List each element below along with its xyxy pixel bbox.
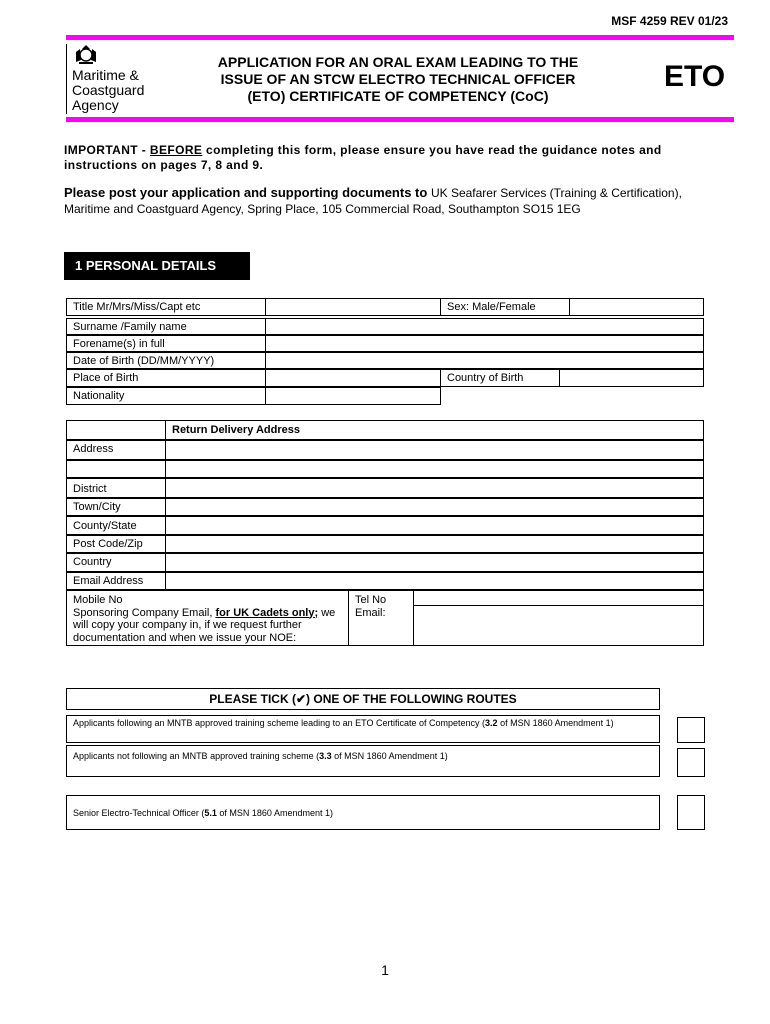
surname-label xyxy=(66,318,266,335)
postcode-label xyxy=(66,535,166,553)
routes-heading: PLEASE TICK (✔) ONE OF THE FOLLOWING ROUTES xyxy=(66,688,660,710)
district-label-text: District xyxy=(73,483,107,495)
route2-ref: 3.3 xyxy=(319,751,332,761)
route-option-mntb xyxy=(66,715,660,743)
address-label-text: Address xyxy=(73,443,114,455)
route2-suffix: of MSN 1860 Amendment 1) xyxy=(331,751,448,761)
dob-label-text: Date of Birth (DD/MM/YYYY) xyxy=(73,355,215,367)
sex-field[interactable] xyxy=(569,298,704,316)
top-divider xyxy=(66,35,734,40)
postal-heading: Please post your application and supporting documents to xyxy=(64,185,431,200)
forenames-label xyxy=(66,335,266,352)
route2-tick-box[interactable] xyxy=(677,748,705,777)
section-heading-personal-details: 1 PERSONAL DETAILS xyxy=(64,252,250,280)
title-line-1: APPLICATION FOR AN ORAL EXAM LEADING TO THE xyxy=(217,54,579,70)
form-reference: MSF 4259 REV 01/23 xyxy=(611,14,728,28)
pob-label-text: Place of Birth xyxy=(73,372,139,384)
country-field[interactable] xyxy=(165,553,704,572)
important-emphasis: BEFORE xyxy=(149,143,203,157)
sponsor-emphasis: for UK Cadets only; xyxy=(215,606,319,619)
route1-suffix: of MSN 1860 Amendment 1) xyxy=(497,718,614,728)
sponsor-text: we will copy your company in, if we request further documentation and when we issue your NOE: xyxy=(73,606,336,644)
tel-email-label xyxy=(348,590,414,646)
address-label-spacer xyxy=(66,460,166,478)
logo-line-2: Coastguard xyxy=(72,82,145,98)
surname-field[interactable] xyxy=(265,318,704,335)
route1-tick-box[interactable] xyxy=(677,717,705,743)
important-text: completing this form, please ensure you have read the guidance notes and instructions on pages 7, 8 and 9. xyxy=(64,143,662,172)
address-line-1-field[interactable] xyxy=(165,440,704,460)
email2-label: Email: xyxy=(355,606,386,619)
nationality-field[interactable] xyxy=(265,387,441,405)
forenames-label-text: Forename(s) in full xyxy=(73,338,165,350)
header-divider xyxy=(66,117,734,122)
cob-field[interactable] xyxy=(559,369,704,387)
important-notice xyxy=(64,143,712,173)
address-corner xyxy=(66,420,166,440)
surname-label-text: Surname /Family name xyxy=(73,321,187,333)
cob-label xyxy=(440,369,560,387)
postal-instructions xyxy=(64,185,724,217)
pob-label xyxy=(66,369,266,387)
route1-text: Applicants following an MNTB approved training scheme leading to an ETO Certificate of Competency ( xyxy=(73,718,486,728)
postal-address: UK Seafarer Services (Training & Certification), Maritime and Coastguard Agency, Spring Place, 105 Commercial Road, Southampton SO15 1EG xyxy=(64,186,682,216)
dob-label xyxy=(66,352,266,369)
important-prefix: IMPORTANT - xyxy=(64,143,150,157)
title-label-text: Title Mr/Mrs/Miss/Capt etc xyxy=(73,301,201,313)
sponsor-prefix: Sponsoring Company Email, xyxy=(73,606,216,619)
logo-line-3: Agency xyxy=(72,97,119,113)
email-label xyxy=(66,572,166,590)
nationality-label xyxy=(66,387,266,405)
town-field[interactable] xyxy=(165,498,704,516)
postcode-field[interactable] xyxy=(165,535,704,553)
sex-label-text: Sex: Male/Female xyxy=(447,301,536,313)
country-label xyxy=(66,553,166,572)
certificate-badge: ETO xyxy=(664,60,726,93)
route1-ref: 3.2 xyxy=(485,718,498,728)
county-label xyxy=(66,516,166,535)
logo-line-1: Maritime & xyxy=(72,67,139,83)
tel-label: Tel No xyxy=(355,594,387,606)
agency-logo xyxy=(66,44,177,114)
town-label xyxy=(66,498,166,516)
tel-field[interactable] xyxy=(413,590,704,606)
title-field[interactable] xyxy=(265,298,441,316)
route3-text: Senior Electro-Technical Officer ( xyxy=(73,808,205,818)
royal-crest-icon xyxy=(73,44,99,66)
route2-text: Applicants not following an MNTB approved training scheme ( xyxy=(73,751,320,761)
sponsor-email-field[interactable] xyxy=(413,605,704,646)
title-line-2: ISSUE OF AN STCW ELECTRO TECHNICAL OFFICER xyxy=(220,71,576,87)
form-title xyxy=(180,54,616,105)
route3-ref: 5.1 xyxy=(204,808,217,818)
title-label xyxy=(66,298,266,316)
dob-field[interactable] xyxy=(265,352,704,369)
address-label xyxy=(66,440,166,460)
sex-label xyxy=(440,298,570,316)
sponsor-label xyxy=(73,607,348,645)
mobile-sponsor-label xyxy=(66,590,349,646)
nationality-label-text: Nationality xyxy=(73,390,125,402)
route-option-non-mntb xyxy=(66,745,660,777)
route3-suffix: of MSN 1860 Amendment 1) xyxy=(216,808,333,818)
forenames-field[interactable] xyxy=(265,335,704,352)
postcode-label-text: Post Code/Zip xyxy=(73,538,143,550)
country-label-text: Country xyxy=(73,556,112,568)
email-label-text: Email Address xyxy=(73,575,144,587)
mobile-label: Mobile No xyxy=(73,594,123,606)
cob-label-text: Country of Birth xyxy=(447,372,524,384)
town-label-text: Town/City xyxy=(73,501,121,513)
return-address-heading: Return Delivery Address xyxy=(165,420,704,440)
route-option-senior-eto xyxy=(66,795,660,830)
district-label xyxy=(66,478,166,498)
county-field[interactable] xyxy=(165,516,704,535)
title-line-3: (ETO) CERTIFICATE OF COMPETENCY (CoC) xyxy=(247,88,549,104)
district-field[interactable] xyxy=(165,478,704,498)
route3-tick-box[interactable] xyxy=(677,795,705,830)
address-line-2-field[interactable] xyxy=(165,460,704,478)
county-label-text: County/State xyxy=(73,520,137,532)
page-number: 1 xyxy=(381,962,389,978)
email-field[interactable] xyxy=(165,572,704,590)
pob-field[interactable] xyxy=(265,369,441,387)
